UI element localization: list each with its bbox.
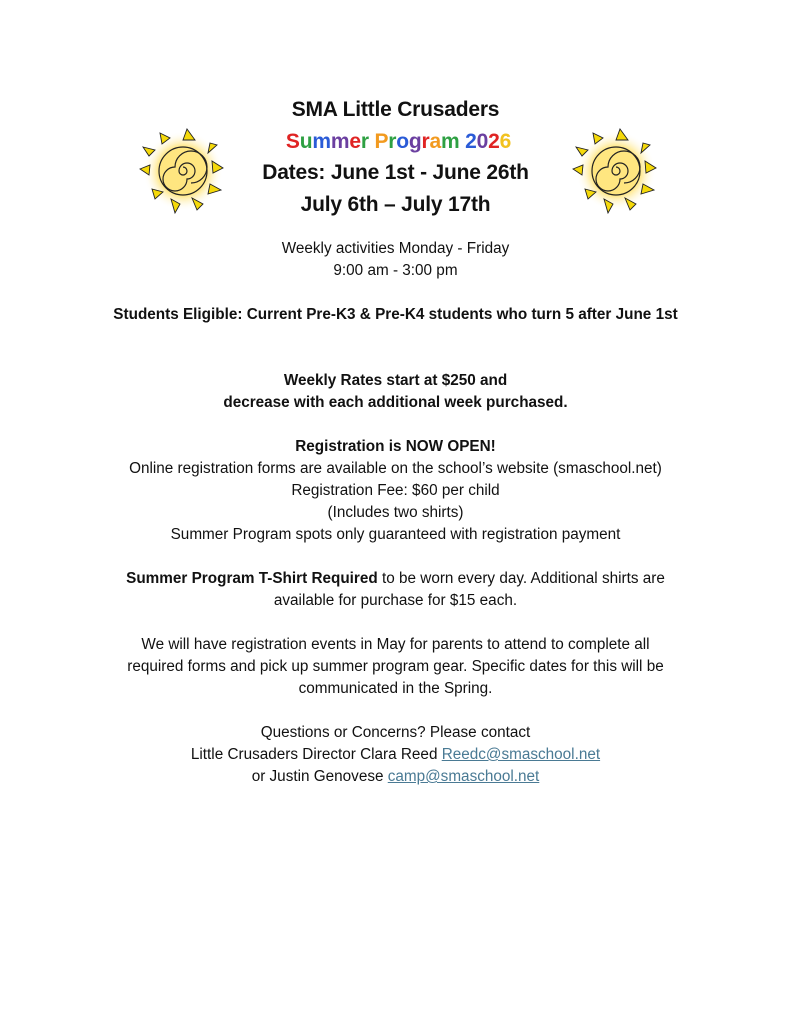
subtitle-letter: P bbox=[374, 129, 389, 153]
spacer bbox=[0, 700, 791, 722]
subtitle-letter: u bbox=[299, 129, 313, 153]
events-line-3: communicated in the Spring. bbox=[298, 680, 493, 697]
subtitle-letter: g bbox=[408, 129, 422, 153]
spacer bbox=[0, 546, 791, 568]
dates-line-2: July 6th – July 17th bbox=[300, 193, 491, 217]
flyer-header bbox=[0, 94, 791, 224]
spacer bbox=[0, 414, 791, 436]
program-title: SMA Little Crusaders bbox=[291, 98, 500, 121]
spacer bbox=[0, 326, 791, 348]
subtitle-letter: m bbox=[312, 129, 331, 153]
flyer-body bbox=[0, 238, 791, 788]
registration-heading: Registration is NOW OPEN! bbox=[295, 438, 496, 455]
spacer bbox=[0, 282, 791, 304]
registration-online: Online registration forms are available on the school’s website (smaschool.net) bbox=[129, 460, 662, 477]
rates-line-1: Weekly Rates start at $250 and bbox=[283, 372, 508, 389]
subtitle-letter: o bbox=[396, 129, 409, 153]
alt-contact-name: or Justin Genovese bbox=[251, 768, 388, 785]
registration-fee: Registration Fee: $60 per child bbox=[291, 482, 500, 499]
spacer bbox=[0, 612, 791, 634]
contact-alt bbox=[0, 766, 791, 788]
tshirt-rest: to be worn every day. Additional shirts are bbox=[377, 570, 665, 587]
tshirt-line-2: available for purchase for $15 each. bbox=[273, 592, 518, 609]
subtitle-letter: 0 bbox=[476, 129, 489, 153]
subtitle-letter: 6 bbox=[499, 129, 512, 153]
subtitle-letter: m bbox=[441, 129, 460, 153]
eligibility-text: Students Eligible: Current Pre-K3 & Pre-K4 students who turn 5 after June 1st bbox=[113, 306, 678, 323]
subtitle-letter: r bbox=[388, 129, 397, 153]
schedule-hours: 9:00 am - 3:00 pm bbox=[333, 262, 458, 279]
contact-line-1: Questions or Concerns? Please contact bbox=[260, 724, 531, 741]
subtitle-letter: e bbox=[349, 129, 361, 153]
rates-line-2: decrease with each additional week purchased. bbox=[223, 394, 568, 411]
sun-icon bbox=[558, 116, 673, 226]
tshirt-line-1 bbox=[0, 568, 791, 590]
subtitle-letter: r bbox=[360, 129, 369, 153]
events-line-2: required forms and pick up summer program gear. Specific dates for this will be bbox=[127, 658, 664, 675]
camp-email-link[interactable]: camp@smaschool.net bbox=[387, 768, 540, 785]
subtitle-letter: m bbox=[330, 129, 350, 153]
schedule-days: Weekly activities Monday - Friday bbox=[281, 240, 510, 257]
dates-line-1: Dates: June 1st - June 26th bbox=[262, 161, 529, 185]
contact-director bbox=[0, 744, 791, 766]
registration-guarantee: Summer Program spots only guaranteed with registration payment bbox=[170, 526, 621, 543]
registration-includes: (Includes two shirts) bbox=[327, 504, 464, 521]
director-name: Little Crusaders Director Clara Reed bbox=[190, 746, 442, 763]
subtitle-letter: S bbox=[285, 129, 300, 153]
subtitle-letter: r bbox=[421, 129, 430, 153]
subtitle-letter: 2 bbox=[465, 129, 477, 153]
tshirt-required-label: Summer Program T-Shirt Required bbox=[126, 570, 378, 587]
subtitle-letter: 2 bbox=[488, 129, 500, 153]
spacer bbox=[0, 348, 791, 370]
events-line-1: We will have registration events in May for parents to attend to complete all bbox=[141, 636, 650, 653]
subtitle-letter: a bbox=[429, 129, 441, 153]
director-email-link[interactable]: Reedc@smaschool.net bbox=[441, 746, 601, 763]
